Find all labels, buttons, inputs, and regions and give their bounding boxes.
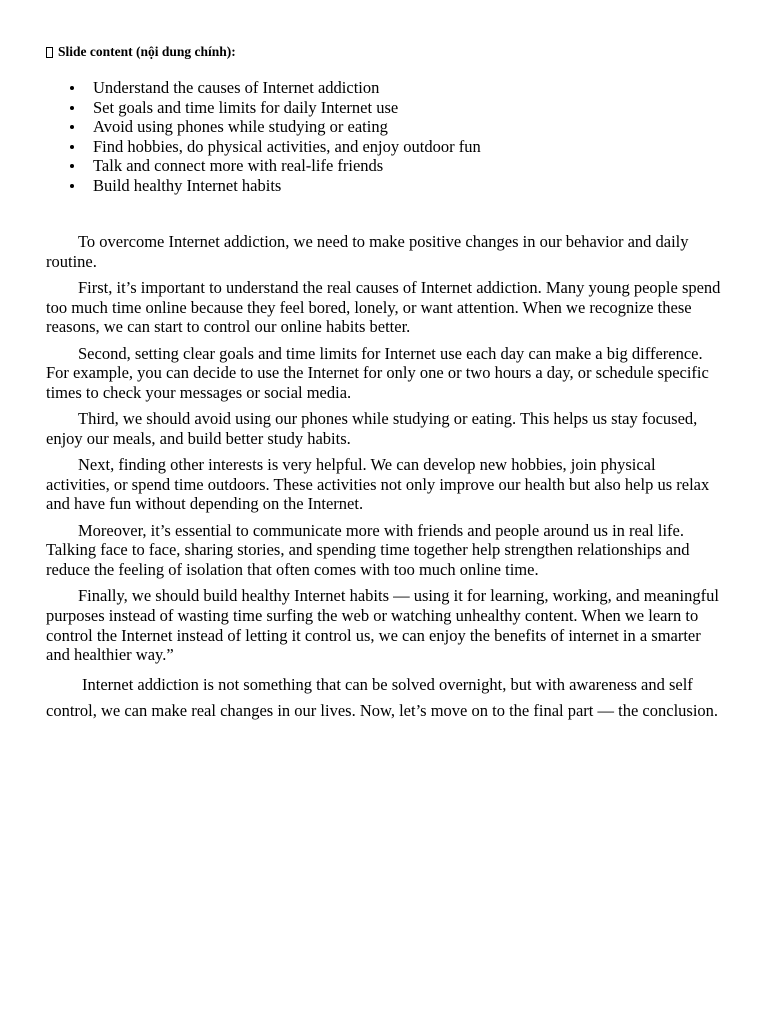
list-item-text: Build healthy Internet habits [93,175,282,195]
body-text [46,232,722,732]
list-item-text: Talk and connect more with real-life friends [93,156,384,176]
bullet-list [46,78,481,196]
slide-content-title: Slide content (nội dung chính): [58,44,236,59]
bullet-icon [70,106,74,110]
paragraph-intro: To overcome Internet addiction, we need to make positive changes in our behavior and daily routine. [46,232,689,271]
list-item [46,156,481,176]
bullet-icon [70,86,74,90]
paragraph-moreover: Moreover, it’s essential to communicate more with friends and people around us in real life. Talking face to face, sharing stories, and spending time together help strengthen relationships and reduce the feeling of isolation that often comes with too much online time. [46,520,690,580]
list-item [46,117,481,137]
bullet-icon [70,184,74,188]
list-item-text: Find hobbies, do physical activities, and enjoy outdoor fun [93,136,481,156]
paragraph-closing: Internet addiction is not something that can be solved overnight, but with awareness and self control, we can make real changes in our lives. Now, let’s move on to the final part — the conclusion. [46,674,719,721]
paragraph-second: Second, setting clear goals and time limits for Internet use each day can make a big difference. For example, you can decide to use the Internet for only one or two hours a day, or schedule specific times to check your messages or social media. [46,343,709,402]
missing-glyph-icon [46,47,53,58]
paragraph-first: First, it’s important to understand the real causes of Internet addiction. Many young people spend too much time online because they feel bored, lonely, or want attention. When we recognize these reasons, we can start to control our online habits better. [46,277,721,337]
list-item [46,176,481,196]
list-item-text: Avoid using phones while studying or eating [93,117,388,137]
slide-content-heading [46,44,236,60]
paragraph-third: Third, we should avoid using our phones while studying or eating. This helps us stay focused, enjoy our meals, and build better study habits. [46,409,698,448]
bullet-icon [70,125,74,129]
list-item [46,78,481,98]
paragraph-next: Next, finding other interests is very helpful. We can develop new hobbies, join physical activities, or spend time outdoors. These activities not only improve our health but also help us relax and have fun without depending on the Internet. [46,455,710,514]
bullet-icon [70,145,74,149]
paragraph-finally: Finally, we should build healthy Internet habits — using it for learning, working, and meaningful purposes instead of wasting time surfing the web or watching unhealthy content. When we learn to control the Internet instead of letting it control us, we can enjoy the benefits of internet in a smarter and healthier way.” [46,586,719,665]
list-item [46,137,481,157]
list-item-text: Set goals and time limits for daily Internet use [93,97,399,117]
bullet-icon [70,164,74,168]
list-item-text: Understand the causes of Internet addiction [93,78,380,97]
list-item [46,98,481,118]
